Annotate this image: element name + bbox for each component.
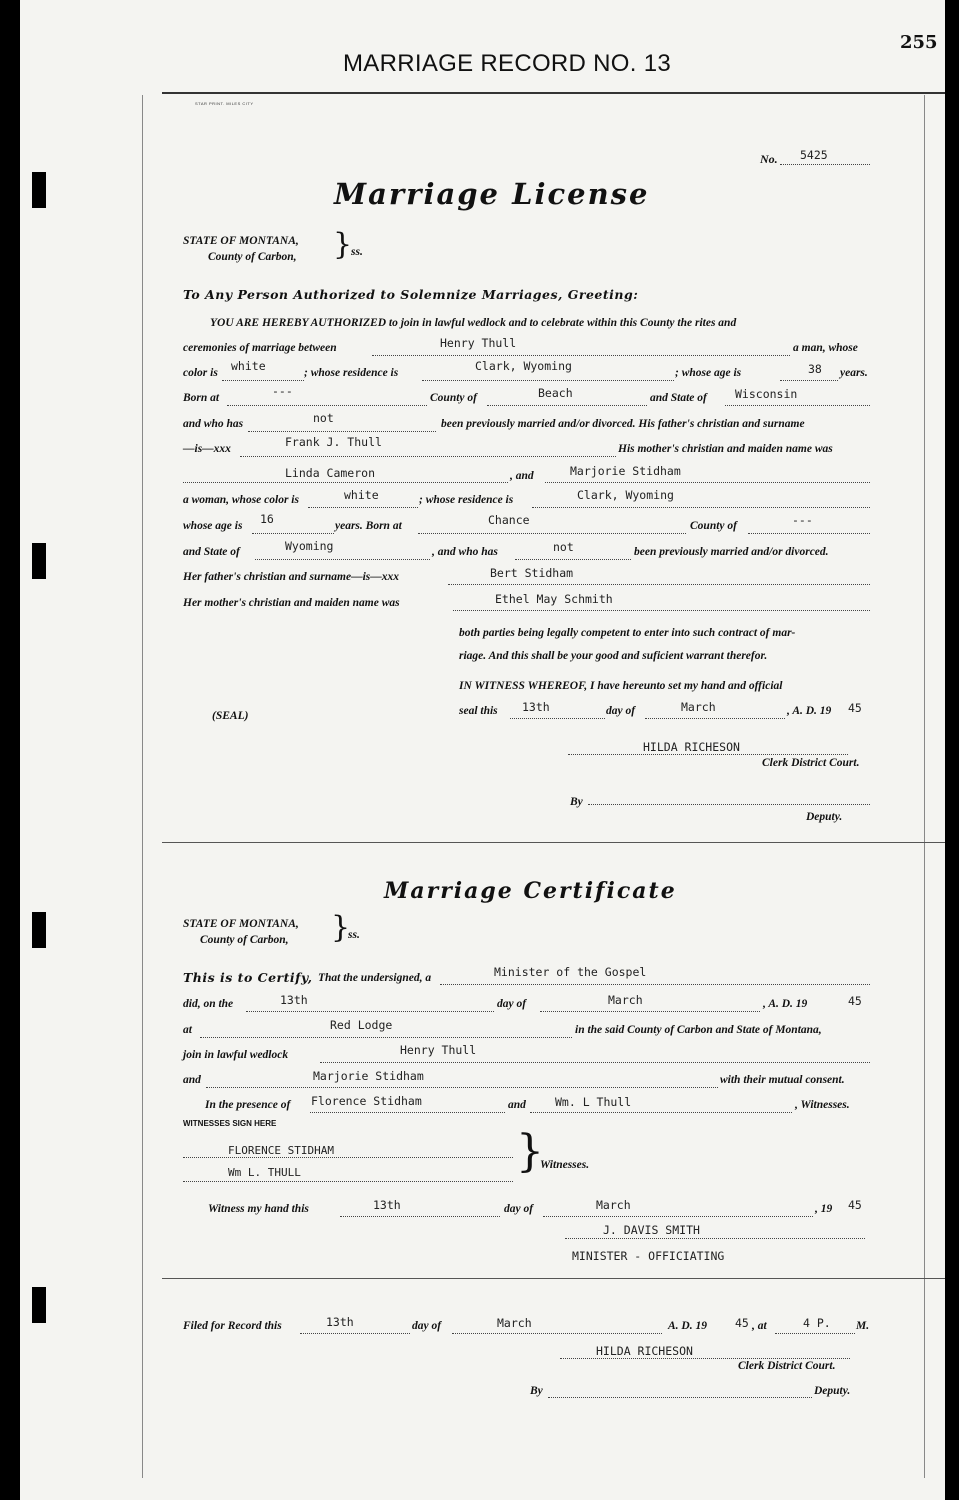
section-divider-1 bbox=[162, 842, 945, 843]
witnesses-brace: } bbox=[516, 1126, 544, 1177]
license-month: March bbox=[681, 700, 716, 714]
bride-county: --- bbox=[792, 513, 813, 527]
bride-age: 16 bbox=[260, 512, 274, 526]
certificate-title: Marriage Certificate bbox=[384, 878, 677, 904]
witnesses-sign-here: WITNESSES SIGN HERE bbox=[183, 1119, 277, 1128]
license-line-1: YOU ARE HEREBY AUTHORIZED to join in lawful wedlock and to celebrate within this County the rites and bbox=[210, 317, 737, 329]
binder-hole-4 bbox=[32, 1287, 46, 1323]
filing-time: 4 P. bbox=[803, 1316, 831, 1330]
groom-age: 38 bbox=[808, 362, 822, 376]
bride-birthplace: Chance bbox=[488, 513, 530, 527]
witness-1-name: Florence Stidham bbox=[311, 1094, 422, 1108]
certificate-year: 45 bbox=[848, 994, 862, 1008]
filing-year: 45 bbox=[735, 1316, 749, 1330]
binder-hole-1 bbox=[32, 172, 46, 208]
license-ss: ss. bbox=[351, 246, 363, 258]
groom-state: Wisconsin bbox=[735, 387, 798, 401]
bride-mother: Ethel May Schmith bbox=[495, 592, 613, 606]
certificate-month: March bbox=[608, 993, 643, 1007]
certificate-state: STATE OF MONTANA, bbox=[183, 918, 299, 930]
license-county: County of Carbon, bbox=[208, 251, 297, 263]
bride-father: Bert Stidham bbox=[490, 566, 574, 580]
filing-month: March bbox=[497, 1316, 532, 1330]
certificate-bride: Marjorie Stidham bbox=[313, 1069, 424, 1083]
groom-county: Beach bbox=[538, 386, 573, 400]
minister-signature: J. DAVIS SMITH bbox=[603, 1223, 700, 1237]
witness-month: March bbox=[596, 1198, 631, 1212]
seal-label: (SEAL) bbox=[212, 710, 249, 722]
witness-1-signature: FLORENCE STIDHAM bbox=[228, 1144, 334, 1157]
license-year: 45 bbox=[848, 701, 862, 715]
witness-2-signature: Wm L. THULL bbox=[228, 1166, 301, 1179]
certificate-groom: Henry Thull bbox=[400, 1043, 477, 1057]
witness-year: 45 bbox=[848, 1198, 862, 1212]
binder-hole-3 bbox=[32, 912, 46, 948]
officiant-role: Minister of the Gospel bbox=[494, 965, 647, 979]
section-divider-2 bbox=[162, 1278, 945, 1279]
bride-name: Marjorie Stidham bbox=[570, 464, 681, 478]
bride-residence: Clark, Wyoming bbox=[577, 488, 674, 502]
bride-previously-married: not bbox=[553, 540, 574, 554]
groom-birthplace: --- bbox=[272, 384, 293, 398]
license-day: 13th bbox=[522, 700, 550, 714]
groom-residence: Clark, Wyoming bbox=[475, 359, 572, 373]
groom-mother: Linda Cameron bbox=[285, 466, 376, 480]
filing-day: 13th bbox=[326, 1315, 354, 1329]
license-number-label: No. bbox=[760, 152, 778, 166]
right-margin-line bbox=[924, 95, 925, 1478]
license-title: Marriage License bbox=[334, 177, 650, 211]
certificate-brace: } bbox=[331, 910, 351, 945]
filing-clerk-signature: HILDA RICHESON bbox=[596, 1344, 693, 1358]
license-number: 5425 bbox=[800, 148, 828, 162]
license-brace: } bbox=[333, 227, 353, 262]
license-clerk-signature: HILDA RICHESON bbox=[643, 740, 740, 754]
groom-name: Henry Thull bbox=[440, 336, 517, 350]
ledger-sheet bbox=[20, 0, 945, 1500]
printer-mark: STAR PRINT. MILES CITY bbox=[195, 101, 254, 106]
page-title: MARRIAGE RECORD NO. 13 bbox=[343, 50, 671, 77]
minister-title: MINISTER - OFFICIATING bbox=[572, 1249, 725, 1263]
witness-2-name: Wm. L Thull bbox=[555, 1095, 632, 1109]
certificate-county: County of Carbon, bbox=[200, 934, 289, 946]
binder-hole-2 bbox=[32, 543, 46, 579]
groom-color: white bbox=[231, 359, 266, 373]
header-rule bbox=[162, 92, 945, 94]
groom-father: Frank J. Thull bbox=[285, 435, 382, 449]
certificate-day: 13th bbox=[280, 993, 308, 1007]
page-number: 255 bbox=[900, 32, 938, 53]
left-margin-line bbox=[142, 95, 143, 1478]
license-state: STATE OF MONTANA, bbox=[183, 235, 299, 247]
groom-previously-married: not bbox=[313, 411, 334, 425]
marriage-place: Red Lodge bbox=[330, 1018, 393, 1032]
witness-day: 13th bbox=[373, 1198, 401, 1212]
bride-state: Wyoming bbox=[285, 539, 334, 553]
record-page: MARRIAGE RECORD NO. 13 255 STAR PRINT. MILES CITY No. 5425 Marriage License STATE OF MONTANA, County of Carbon, } ss. To Any Person Authorized to Solemnize Marriages, Greeting: YOU ARE HEREBY AUTHORIZED to join in lawful wedlock and to celebrate within this County the rites and ceremonies of marriage between Henry Thull a man, whose color is white ; whose residence is Clark, Wyoming ; whose age is 38 years. Born at --- County of Beach and State of Wisconsin and who has not been previously married and/or divorced. His father's christian and surname —is—xxx Frank J. Thull His mother's christian and maiden name was Linda Cameron , and Marjorie Stidham a woman, whose color is white ; whose residence is Clark, Wyoming whose age is 16 years. Born at Chance County of --- and State of Wyoming , and who has not been previously married and/or divorced. Her father's christian and surname—is—xxx Bert Stidham Her mother's christian and maiden name was Ethel May Schmith both parties being legally competent to enter into such contract of mar- riage. And this shall be your good and suficient warrant therefor. IN WITNESS WHEREOF, I have hereunto set my hand and official (SEAL) seal this 13th day of March , A. D. 19 45 HILDA RICHESON Clerk District Court. By Deputy. Marriage Certificate STATE OF MONTANA, County of Carbon, } ss. This is to Certify, That the undersigned, a Minister of the Gospel did, on the 13th day of March , A. D. 19 45 at Red Lodge in the said County of Carbon and State of Montana, join in lawful wedlock Henry Thull and Marjorie Stidham with their mutual consent. In the presence of Florence Stidham and Wm. L Thull , Witnesses. WITNESSES SIGN HERE FLORENCE STIDHAM Wm L. THULL } Witnesses. Witness my hand this 13th day of March , 19 45 J. DAVIS SMITH MINISTER - OFFICIATING Filed for Record this 13th day of March A. D. 19 45 , at 4 P. M. HILDA RICHESON Clerk District Court. By Deputy. bbox=[0, 0, 959, 1500]
bride-color: white bbox=[344, 488, 379, 502]
license-greeting: To Any Person Authorized to Solemnize Marriages, Greeting: bbox=[183, 287, 639, 302]
